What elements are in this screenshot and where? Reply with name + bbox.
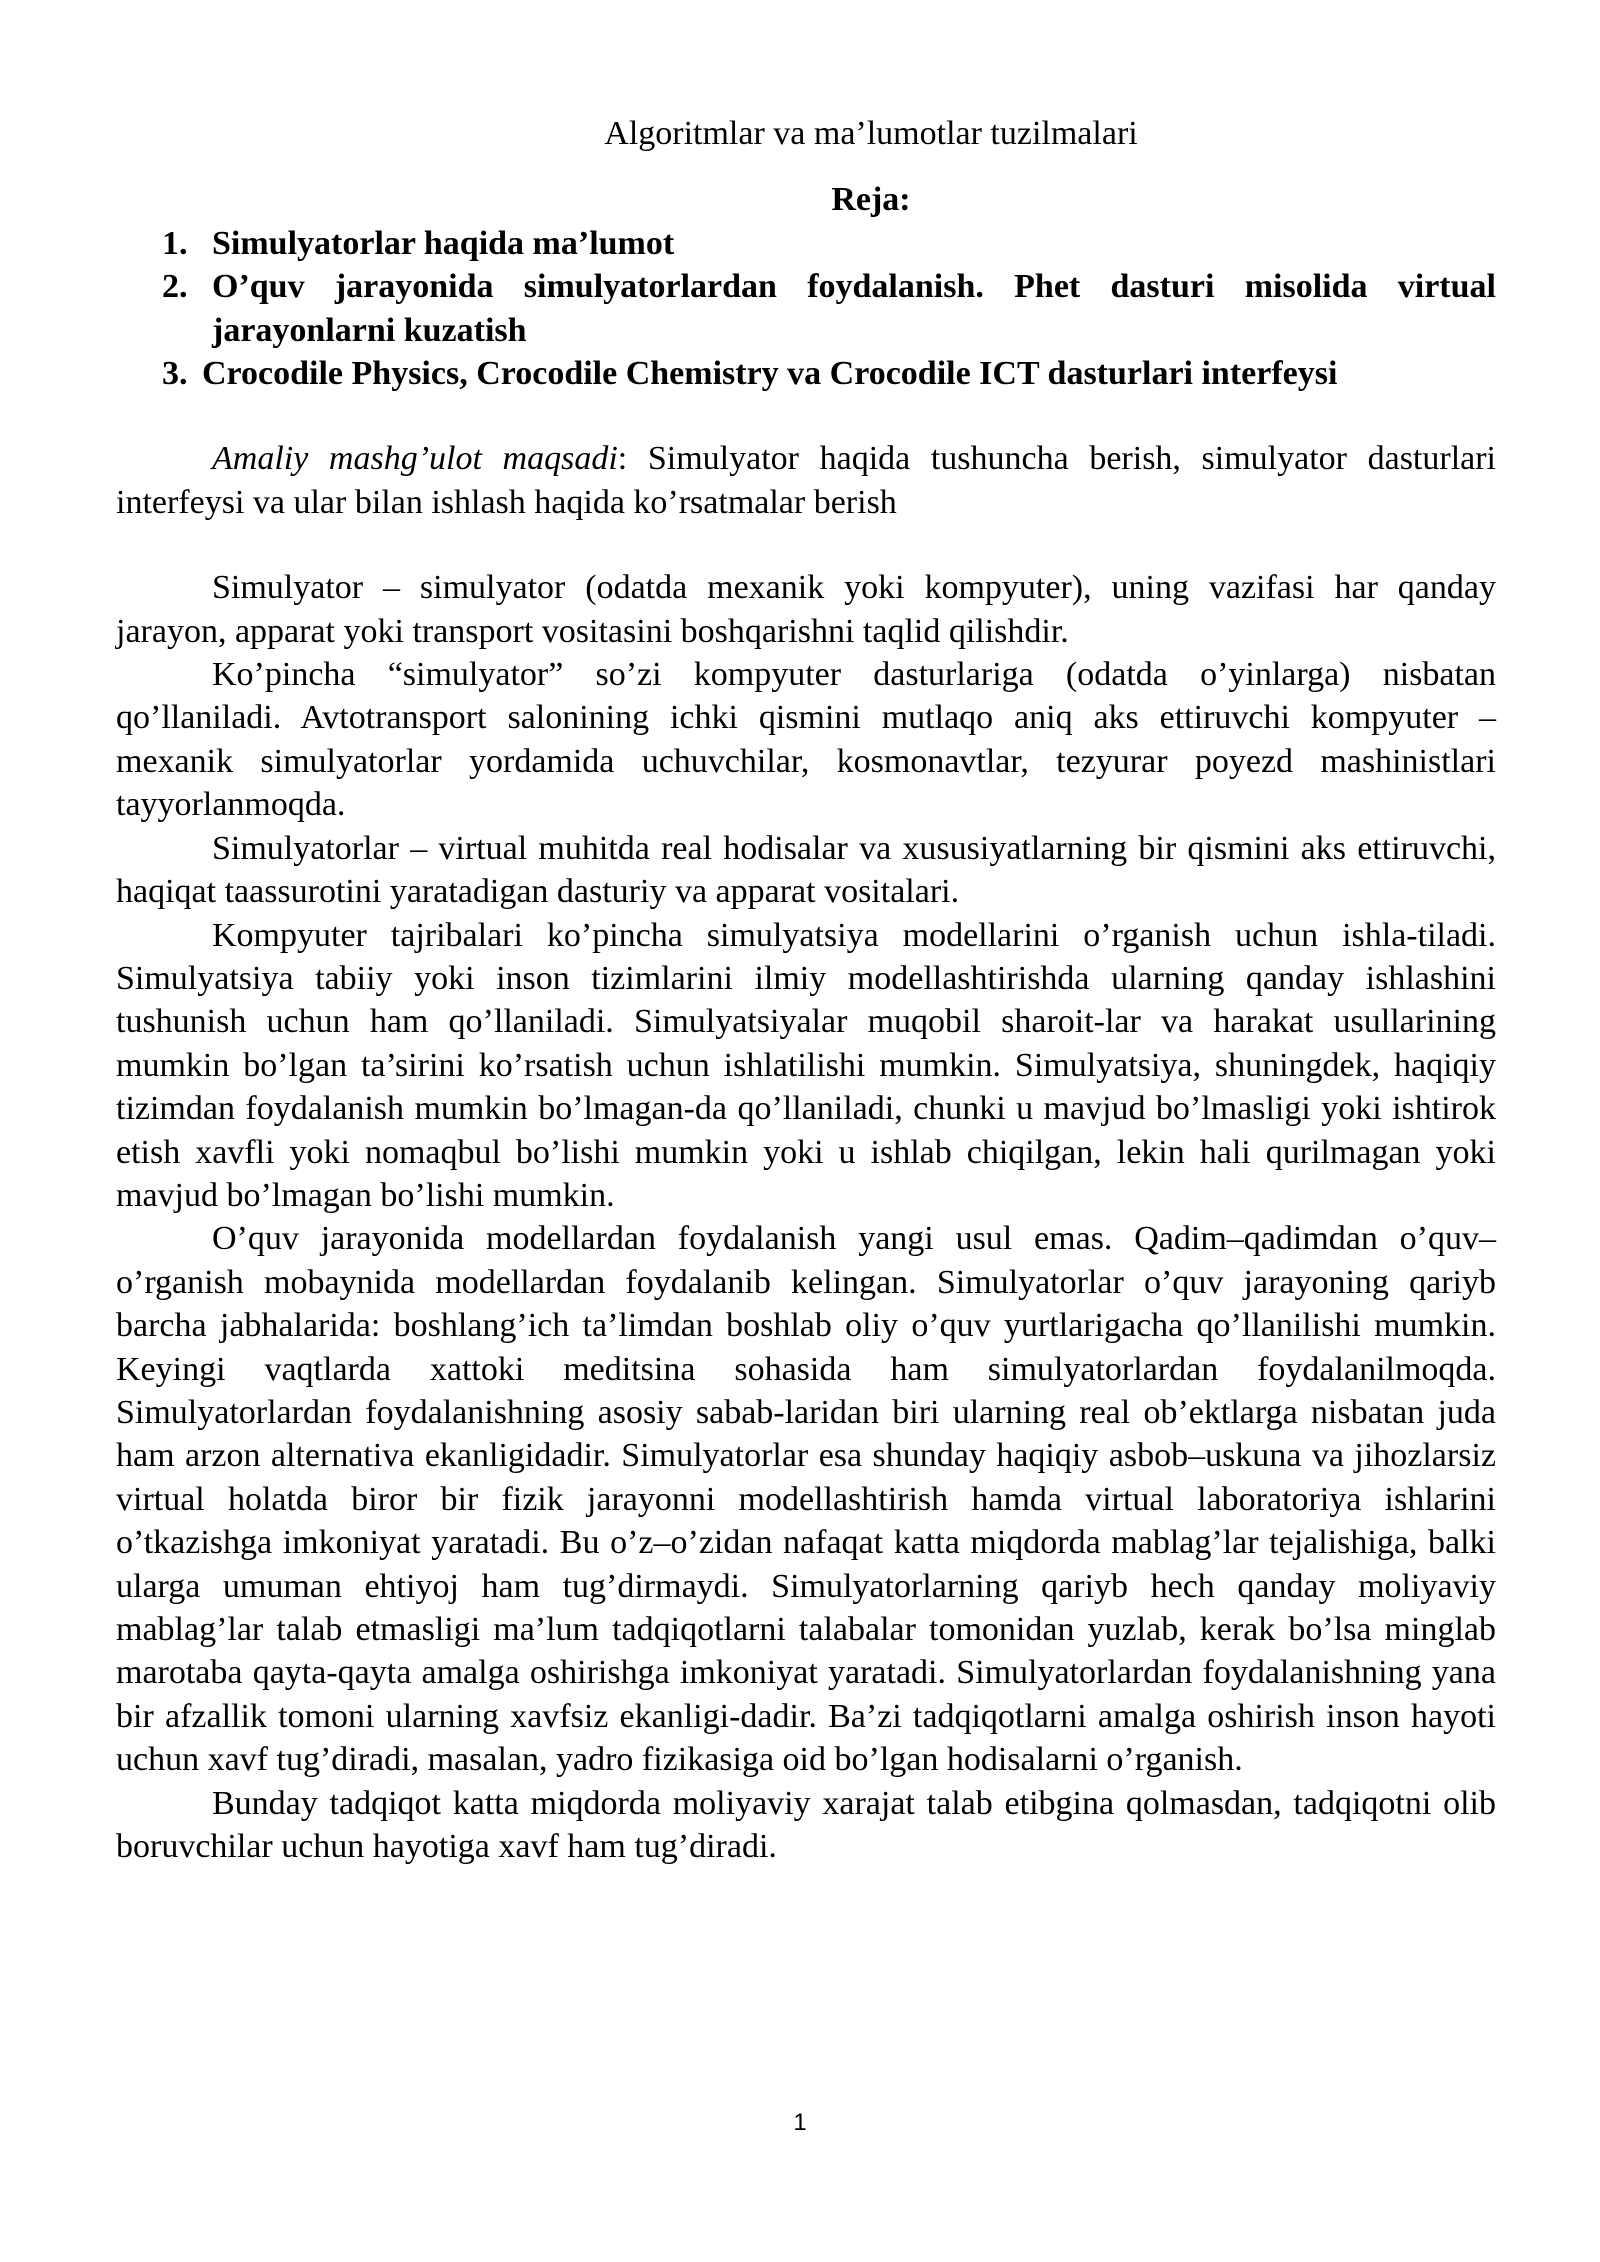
plan-item-number: 3. [162,355,188,393]
plan-item [116,265,1496,352]
body-paragraph: Kompyuter tajribalari ko’pincha simulyatsiya modellarini o’rganish uchun ishla-tiladi. Simulyatsiya tabiiy yoki inson tizimlarini ilmiy modellashtirishda ularning qanday ishlashini tushunish uchun ham qo’llaniladi. Simulyatsiyalar muqobil sharoit-lar va harakat usullarining mumkin bo’lgan ta’sirini ko’rsatish uchun ishlatilishi mumkin. Simulyatsiya, shuningdek, haqiqiy tizimdan foydalanish mumkin bo’lmagan-da qo’llaniladi, chunki u mavjud bo’lmasligi yoki ishtirok etish xavfli yoki nomaqbul bo’lishi mumkin yoki u ishlab chiqilgan, lekin hali qurilmagan yoki mavjud bo’lmagan bo’lishi mumkin. [116,916,1496,1214]
goal-paragraph [116,437,1496,524]
plan-list [116,222,1496,396]
plan-item-number: 2. [162,268,188,306]
body-paragraph: Simulyatorlar – virtual muhitda real hodisalar va xususiyatlarning bir qismini aks ettiruvchi, haqiqat taassurotini yaratadigan dasturiy va apparat vositalari. [116,829,1496,911]
goal-text: : Simulyator haqida tushuncha berish, simulyator dasturlari interfeysi va ular bilan ishlash haqida ko’rsatmalar berish [116,440,1496,521]
plan-heading: Reja: [831,181,911,219]
page-number: 1 [793,2109,807,2136]
plan-item [116,222,1496,265]
plan-item-number: 1. [162,224,188,262]
document-title: Algoritmlar va ma’lumotlar tuzilmalari [604,115,1138,152]
body-paragraph: Simulyator – simulyator (odatda mexanik yoki kompyuter), uning vazifasi har qanday jarayon, apparat yoki transport vositasini boshqarishni taqlid qilishdir. [116,569,1496,650]
plan-item-text: O’quv jarayonida simulyatorlardan foydalanish. Phet dasturi misolida virtual jarayonlarni kuzatish [212,268,1496,349]
body-paragraph: Ko’pincha “simulyator” so’zi kompyuter dasturlariga (odatda o’yinlarga) nisbatan qo’llaniladi. Avtotransport salonining ichki qismini mutlaqo aniq aks ettiruvchi kompyuter – mexanik simulyatorlar yordamida uchuvchilar, kosmonavtlar, tezyurar poyezd mashinistlari tayyorlanmoqda. [116,656,1496,824]
plan-item [116,352,1496,395]
body-paragraph: O’quv jarayonida modellardan foydalanish yangi usul emas. Qadim–qadimdan o’quv–o’rganish mobaynida modellardan foydalanib kelingan. Simulyatorlar o’quv jarayoning qariyb barcha jabhalarida: boshlang’ich ta’limdan boshlab oliy o’quv yurtlarigacha qo’llanilishi mumkin. Keyingi vaqtlarda xattoki meditsina sohasida ham simulyatorlardan foydalanilmoqda. Simulyatorlardan foydalanishning asosiy sabab-laridan biri ularning real ob’ektlarga nisbatan juda ham arzon alternativa ekanligidadir. Simulyatorlar esa shunday haqiqiy asbob–uskuna va jihozlarsiz virtual holatda biror bir fizik jarayonni modellashtirish hamda virtual laboratoriya ishlarini o’tkazishga imkoniyat yaratadi. Bu o’z–o’zidan nafaqat katta miqdorda mablag’lar tejalishiga, balki ularga umuman ehtiyoj ham tug’dirmaydi. Simulyatorlarning qariyb hech qanday moliyaviy mablag’lar talab etmasligi ma’lum tadqiqotlarni talabalar tomonidan yuzlab, kerak bo’lsa minglab marotaba qayta-qayta amalga oshirishga imkoniyat yaratadi. Simulyatorlardan foydalanishning yana bir afzallik tomoni ularning xavfsiz ekanligi-dadir. Ba’zi tadqiqotlarni amalga oshirish inson hayoti uchun xavf tug’diradi, masalan, yadro fizikasiga oid bo’lgan hodisalarni o’rganish. [116,1220,1496,1779]
plan-item-text: Simulyatorlar haqida ma’lumot [212,224,675,262]
goal-label: Amaliy mashg’ulot maqsadi [212,440,618,478]
plan-item-text: Crocodile Physics, Crocodile Chemistry va Crocodile ICT dasturlari interfeysi [202,355,1338,393]
document-page [116,112,1496,1868]
body-paragraph: Bunday tadqiqot katta miqdorda moliyaviy xarajat talab etibgina qolmasdan, tadqiqotni olib boruvchilar uchun hayotiga xavf ham tug’diradi. [116,1784,1496,1866]
